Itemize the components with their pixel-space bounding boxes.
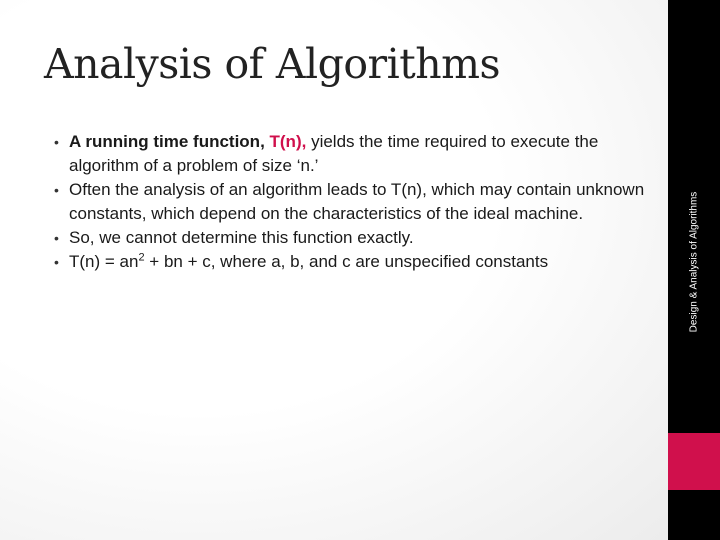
- bullet-item-formula: [52, 250, 652, 274]
- bullet-formula-rest: + bn + c, where a, b, and c are unspecified constants: [144, 252, 549, 271]
- bullet-item-running-time: [52, 130, 652, 178]
- bullet-formula-text: T(n) = an: [69, 252, 139, 271]
- bullet-dot-icon: •: [54, 254, 59, 270]
- bullet-item-cannot-determine: [52, 226, 652, 250]
- sidebar-course-label: Design & Analysis of Algorithms: [688, 191, 700, 333]
- bullet-dot-icon: •: [54, 134, 59, 150]
- bullet-text: So, we cannot determine this function exactly.: [69, 228, 414, 247]
- bullet-text: Often the analysis of an algorithm leads to T(n), which may contain unknown constants, which depend on the characteristics of the ideal machine.: [69, 180, 645, 223]
- bullet-dot-icon: •: [54, 182, 59, 198]
- bullet-bold-phrase: A running time function,: [69, 132, 270, 151]
- slide-title: Analysis of Algorithms: [44, 40, 501, 88]
- bullet-dot-icon: •: [54, 230, 59, 246]
- sidebar-accent-block: [668, 433, 720, 490]
- bullet-list-container: [52, 130, 652, 274]
- bullet-bold-text: [69, 132, 306, 151]
- bullet-text: yields the time required to execute the algorithm of a problem of size ‘n.’: [69, 132, 599, 175]
- bullet-formula-exponent: 2: [138, 251, 145, 264]
- bullet-accent-phrase: T(n),: [269, 132, 307, 151]
- bullet-item-analysis: [52, 178, 652, 226]
- bullet-list: [52, 130, 652, 274]
